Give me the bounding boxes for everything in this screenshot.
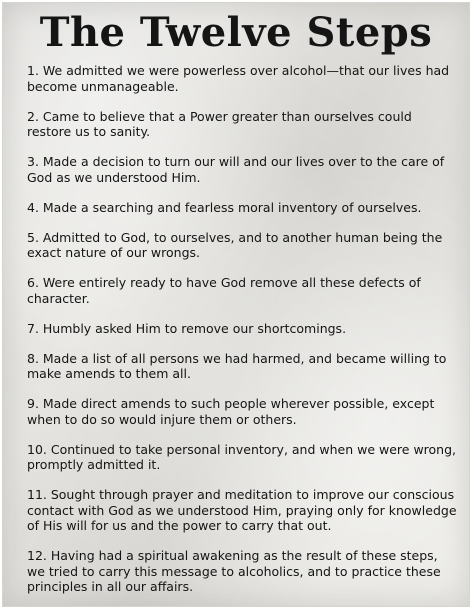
step-item-1: 1. We admitted we were powerless over alcohol—that our lives had become unmanageable. (27, 63, 450, 94)
step-item-2: 2. Came to believe that a Power greater than ourselves could restore us to sanity. (27, 108, 412, 139)
step-item-11: 11. Sought through prayer and meditation to improve our conscious contact with God as we understood Him, praying only for knowledge of His will for us and the power to carry that out. (27, 487, 457, 533)
step-item-4: 4. Made a searching and fearless moral inventory of ourselves. (27, 199, 422, 215)
step-item-7: 7. Humbly asked Him to remove our shortcomings. (27, 320, 347, 336)
step-item-10: 10. Continued to take personal inventory, and when we were wrong, promptly admitted it. (27, 441, 457, 472)
step-item-9: 9. Made direct amends to such people wherever possible, except when to do so would injure them or others. (27, 396, 435, 427)
step-item-3: 3. Made a decision to turn our will and our lives over to the care of God as we understood Him. (27, 154, 445, 185)
step-item-8: 8. Made a list of all persons we had harmed, and became willing to make amends to them all. (27, 350, 447, 381)
step-item-6: 6. Were entirely ready to have God remove all these defects of character. (27, 275, 421, 306)
step-item-5: 5. Admitted to God, to ourselves, and to another human being the exact nature of our wrongs. (27, 229, 443, 260)
page-title: The Twelve Steps (39, 9, 433, 56)
steps-list (27, 63, 457, 609)
step-item-12: 12. Having had a spiritual awakening as the result of these steps, we tried to carry this message to alcoholics, and to practice these principles in all our affairs. (27, 548, 441, 594)
paper-sheet (2, 2, 470, 607)
